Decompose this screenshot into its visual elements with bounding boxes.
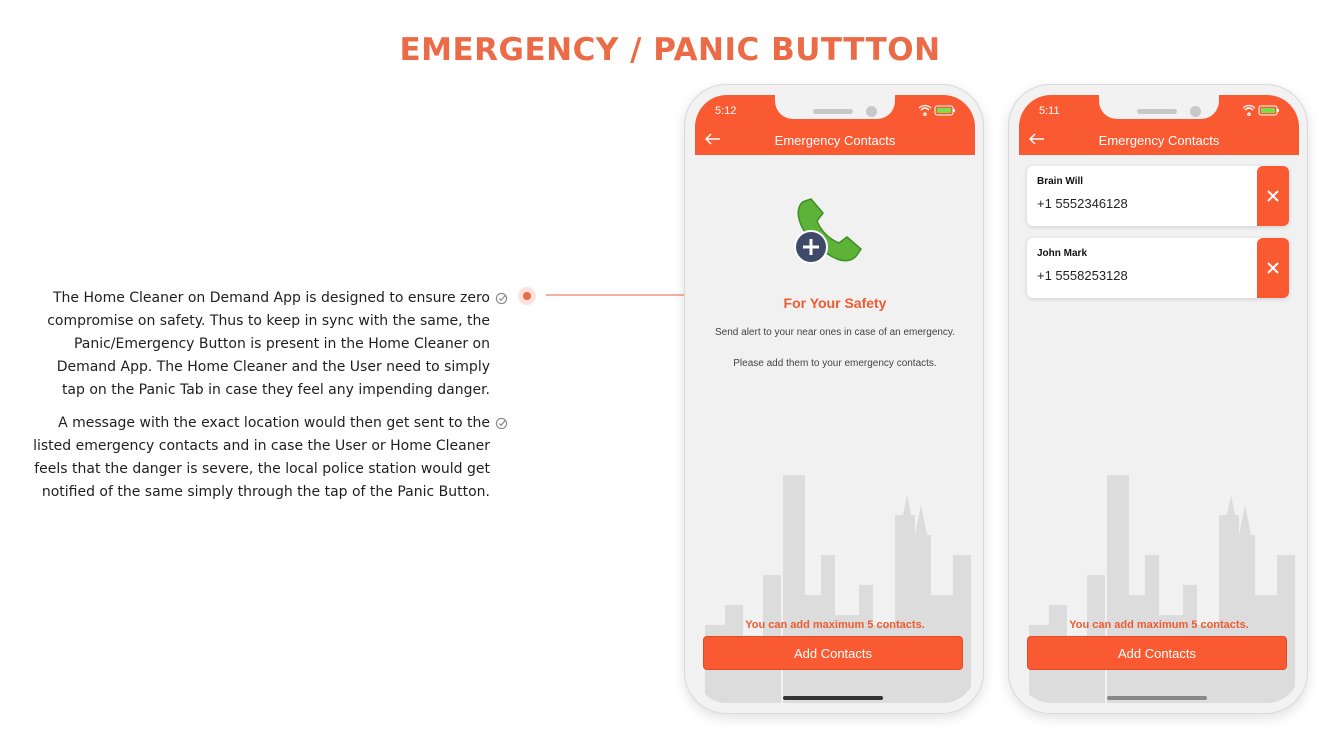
status-icons: [1243, 104, 1283, 116]
safety-text: Please add them to your emergency contacts.: [733, 358, 937, 369]
safety-title: For Your Safety: [783, 295, 887, 311]
contact-phone: +1 5552346128: [1037, 196, 1128, 211]
delete-contact-button[interactable]: [1257, 238, 1289, 298]
status-time: 5:12: [715, 105, 737, 117]
connector-dot: [518, 287, 536, 305]
camera: [866, 106, 877, 117]
camera: [1190, 106, 1201, 117]
add-contacts-button[interactable]: Add Contacts: [703, 636, 963, 670]
contact-name: Brain Will: [1037, 176, 1084, 187]
header-title: Emergency Contacts: [1098, 133, 1220, 148]
speaker: [1137, 109, 1177, 114]
description-paragraph-2: A message with the exact location would then get sent to the listed emergency contacts and in case the User or Home Cleaner feels that the danger is severe, the local police station would get notified of the same simply through the tap of the Panic Button.: [33, 415, 490, 500]
add-contacts-button[interactable]: Add Contacts: [1027, 636, 1287, 670]
close-icon: [1267, 262, 1279, 274]
check-circle-icon: [495, 292, 508, 305]
delete-contact-button[interactable]: [1257, 166, 1289, 226]
app-header: [1019, 95, 1299, 155]
phone-add-icon: [791, 191, 871, 271]
speaker: [813, 109, 853, 114]
connector-line: [546, 294, 686, 296]
description-paragraph-1: The Home Cleaner on Demand App is designed to ensure zero compromise on safety. Thus to keep in sync with the same, the Panic/Emergency Button is present in the Home Cleaner on Demand App. The Home Cleaner and the User need to simply tap on the Panic Tab in case they feel any impending danger.: [47, 290, 490, 398]
phone-mockup-list: [1008, 84, 1308, 714]
notch: [775, 95, 895, 119]
max-contacts-note: You can add maximum 5 contacts.: [745, 619, 925, 631]
phone-mockup-empty: [684, 84, 984, 714]
check-circle-icon: [495, 417, 508, 430]
safety-text: Send alert to your near ones in case of an emergency.: [715, 327, 955, 338]
notch: [1099, 95, 1219, 119]
home-indicator: [783, 696, 883, 700]
header-title: Emergency Contacts: [774, 133, 896, 148]
app-header: [695, 95, 975, 155]
phone-screen: [1019, 95, 1299, 703]
home-indicator: [1107, 696, 1207, 700]
contact-name: John Mark: [1037, 248, 1088, 259]
page-title: EMERGENCY / PANIC BUTTTON: [399, 32, 941, 68]
status-time: 5:11: [1039, 105, 1060, 117]
phone-screen: [695, 95, 975, 703]
close-icon: [1267, 190, 1279, 202]
status-icons: [919, 104, 959, 116]
max-contacts-note: You can add maximum 5 contacts.: [1069, 619, 1249, 631]
contact-card[interactable]: [1027, 238, 1289, 298]
contact-card[interactable]: [1027, 166, 1289, 226]
contact-phone: +1 5558253128: [1037, 268, 1128, 283]
